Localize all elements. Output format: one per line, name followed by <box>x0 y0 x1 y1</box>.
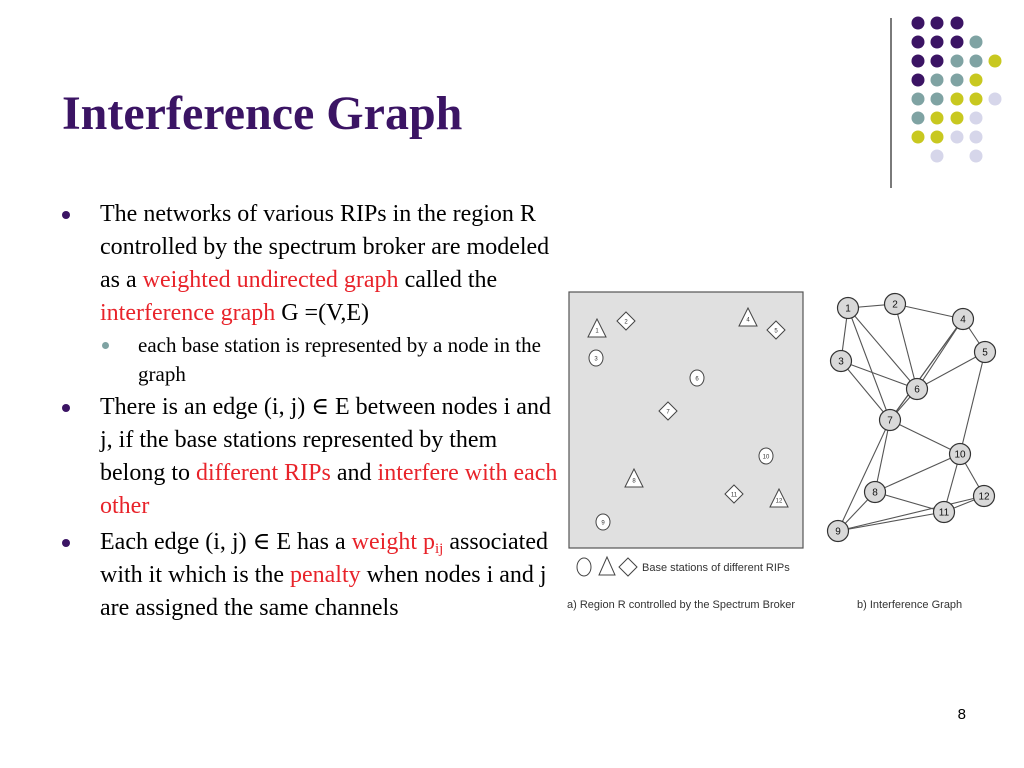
bullet-marker <box>62 404 70 412</box>
decorative-dot <box>989 55 1002 68</box>
decorative-dot <box>912 17 925 30</box>
decorative-dot <box>931 17 944 30</box>
highlight-different-rips: different RIPs <box>196 460 331 486</box>
region-node-label: 6 <box>695 376 699 383</box>
graph-node-5 <box>975 342 996 363</box>
bullet-marker <box>62 539 70 547</box>
graph-node-7 <box>880 410 901 431</box>
decorative-dot <box>931 93 944 106</box>
legend <box>577 557 790 576</box>
slide-title: Interference Graph <box>62 87 463 140</box>
graph-node-label: 2 <box>892 299 898 311</box>
graph-edge <box>848 308 890 420</box>
graph-node-label: 1 <box>845 303 851 315</box>
bullet-item-2: There is an edge (i, j) ∈ E between nodes i and j, if the base stations represented by them belong to different RIPs and interfere with each other <box>62 391 562 523</box>
region-node-label: 7 <box>666 409 670 416</box>
page-number: 8 <box>957 706 966 723</box>
decorative-dot <box>970 36 983 49</box>
graph-node-8 <box>865 482 886 503</box>
region-node-label: 9 <box>601 520 605 527</box>
legend-label: Base stations of different RIPs <box>642 562 790 574</box>
decorative-dot <box>951 17 964 30</box>
graph-edge <box>875 454 960 492</box>
decorative-dot <box>951 55 964 68</box>
decorative-dot <box>970 74 983 87</box>
graph-node-4 <box>953 309 974 330</box>
graph-edges <box>838 304 985 531</box>
graph-node-label: 4 <box>960 314 966 326</box>
graph-node-label: 11 <box>938 507 950 519</box>
bullet-item-3: Each edge (i, j) ∈ E has a weight $p_{ij}$ associated with it which is the penalty when nodes i and j are assigned the same channels <box>62 526 562 625</box>
decorative-dot <box>931 36 944 49</box>
decorative-dot <box>931 131 944 144</box>
legend-circle-icon <box>577 558 591 576</box>
graph-node-2 <box>885 294 906 315</box>
legend-triangle-icon <box>599 557 615 575</box>
region-node-10 <box>759 448 773 464</box>
decorative-dot <box>931 150 944 163</box>
region-node-label: 1 <box>595 328 599 335</box>
region-node-label: 11 <box>730 492 738 499</box>
decorative-dot <box>912 131 925 144</box>
region-node-label: 12 <box>775 498 783 505</box>
decorative-dot <box>931 112 944 125</box>
decorative-dot-grid <box>0 0 1024 190</box>
graph-node-label: 3 <box>838 356 844 368</box>
region-node-label: 10 <box>762 454 770 461</box>
sub-bullet-item: each base station is represented by a node in the graph <box>62 331 562 389</box>
highlight-weighted-undirected-graph: weighted undirected graph <box>142 267 399 293</box>
graph-node-label: 10 <box>954 449 966 461</box>
caption-b: b) Interference Graph <box>857 599 963 611</box>
decorative-dot <box>951 74 964 87</box>
decorative-dot <box>931 55 944 68</box>
graph-node-12 <box>974 486 995 507</box>
decorative-dot <box>912 93 925 106</box>
region-node-9 <box>596 514 610 530</box>
decorative-dot <box>912 112 925 125</box>
network-figure <box>564 288 1014 618</box>
graph-node-6 <box>907 379 928 400</box>
highlight-interfere: interfere with each other <box>100 460 558 519</box>
graph-node-label: 7 <box>887 415 893 427</box>
decorative-dot <box>970 55 983 68</box>
graph-edge <box>890 420 960 454</box>
decorative-dot <box>970 150 983 163</box>
graph-edge <box>960 352 985 454</box>
decorative-dot <box>989 93 1002 106</box>
graph-edge <box>917 352 985 389</box>
decorative-dot <box>951 112 964 125</box>
graph-node-label: 8 <box>872 487 878 499</box>
region-node-label: 8 <box>632 478 636 485</box>
region-node-label: 2 <box>624 319 628 326</box>
region-node-label: 5 <box>774 328 778 335</box>
graph-edge <box>838 496 984 531</box>
decorative-dot <box>951 93 964 106</box>
decorative-dot <box>970 93 983 106</box>
decorative-dot <box>912 36 925 49</box>
decorative-dot <box>931 74 944 87</box>
decorative-dot <box>912 55 925 68</box>
graph-node-3 <box>831 351 852 372</box>
caption-a: a) Region R controlled by the Spectrum Broker <box>567 599 796 611</box>
bullet-item-1: The networks of various RIPs in the region R controlled by the spectrum broker are modeled as a weighted undirected graph called the interference graph G =(V,E) <box>62 198 562 330</box>
decorative-dot <box>912 74 925 87</box>
bullet-list <box>62 198 562 625</box>
graph-node-1 <box>838 298 859 319</box>
graph-edge <box>917 319 963 389</box>
graph-node-11 <box>934 502 955 523</box>
highlight-interference-graph: interference graph <box>100 300 276 326</box>
region-node-6 <box>690 370 704 386</box>
decorative-dot <box>970 131 983 144</box>
legend-diamond-icon <box>619 558 637 576</box>
graph-node-10 <box>950 444 971 465</box>
decorative-dot <box>970 112 983 125</box>
graph-node-label: 5 <box>982 347 988 359</box>
decorative-dot <box>951 36 964 49</box>
region-node-label: 4 <box>746 317 750 324</box>
region-node-label: 3 <box>594 356 598 363</box>
graph-edge <box>838 420 890 531</box>
decorative-dot <box>951 131 964 144</box>
graph-node-label: 6 <box>914 384 920 396</box>
graph-node-label: 12 <box>978 491 990 503</box>
sub-bullet-marker <box>102 342 109 349</box>
highlight-weight: weight $p_{ij}$ <box>351 529 444 557</box>
graph-node-label: 9 <box>835 526 841 538</box>
highlight-penalty: penalty <box>289 562 361 588</box>
region-node-3 <box>589 350 603 366</box>
bullet-marker <box>62 211 70 219</box>
graph-node-9 <box>828 521 849 542</box>
